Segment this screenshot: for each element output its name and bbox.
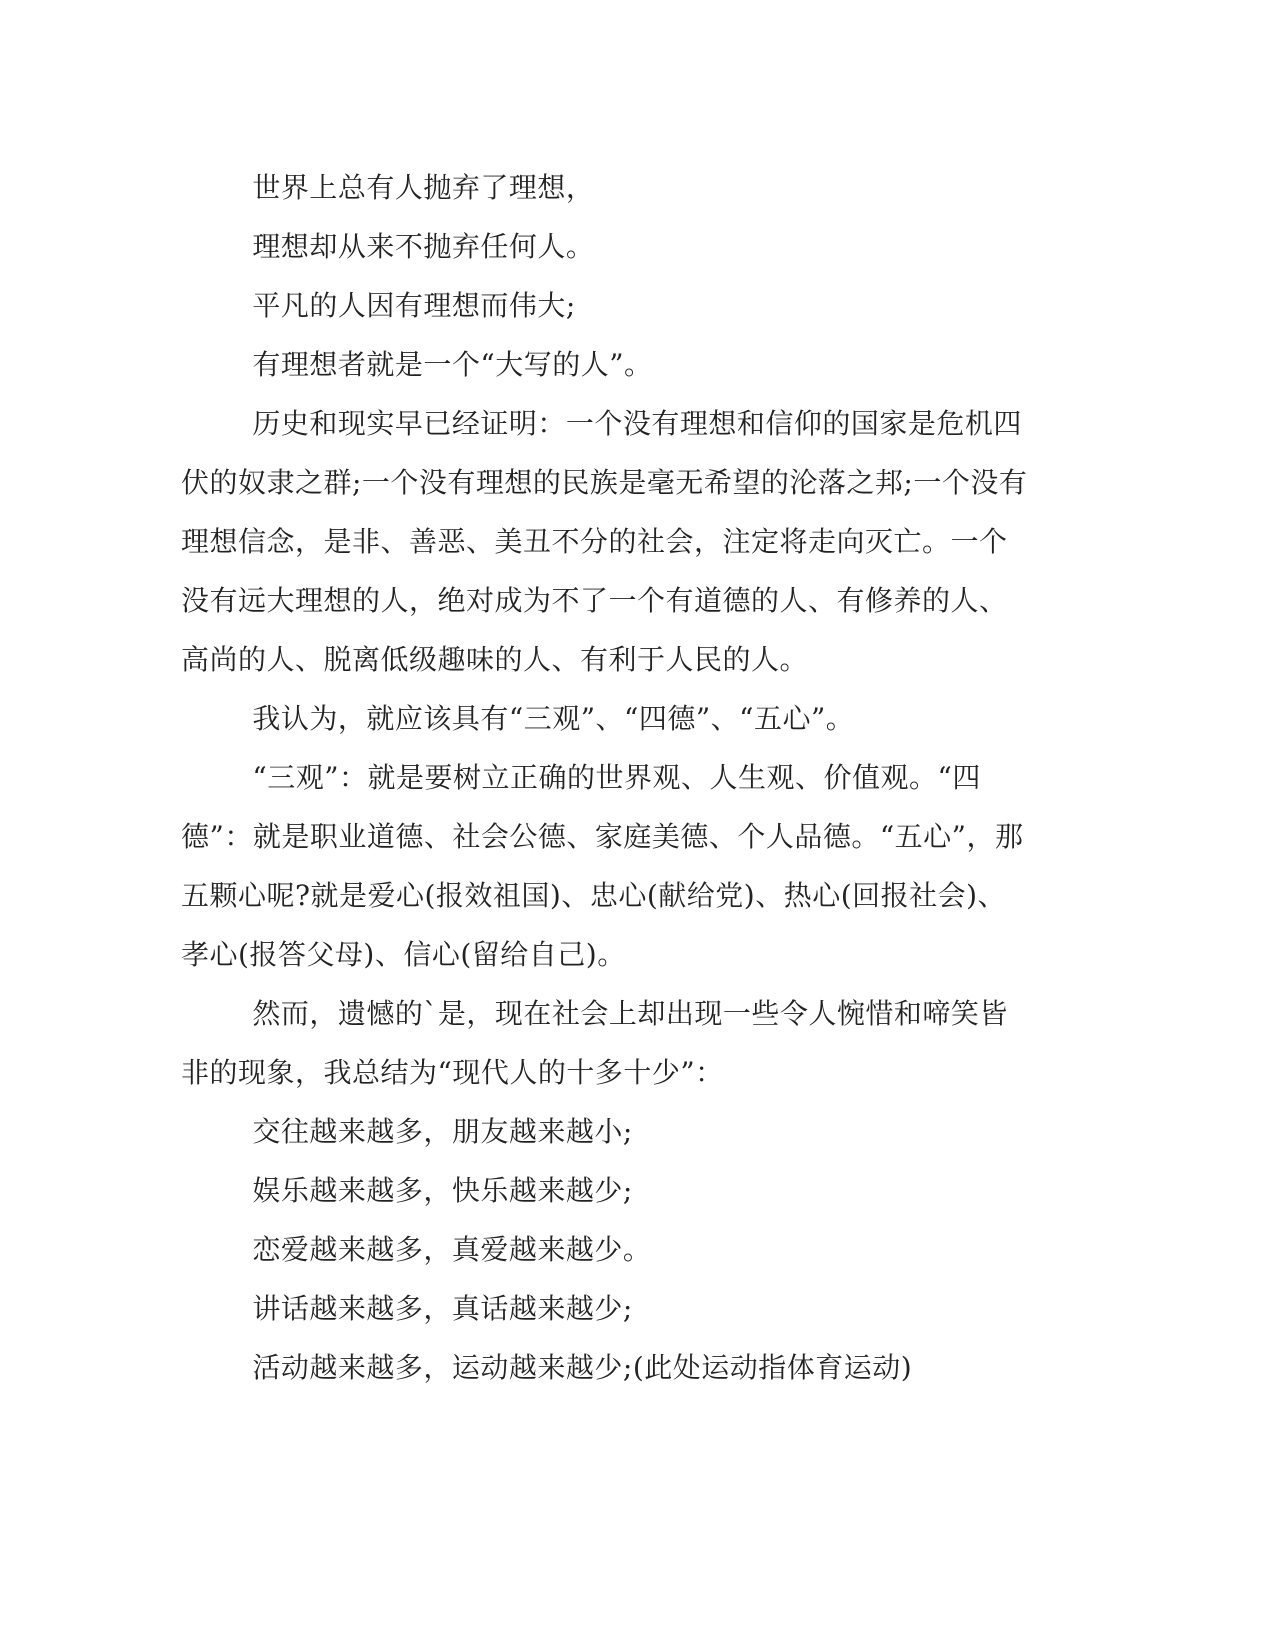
paragraph: “三观”：就是要树立正确的世界观、人生观、价值观。“四德”：就是职业道德、社会公德、家庭美德、个人品德。“五心”，那五颗心呢?就是爱心(报效祖国)、忠心(献给党)、热心(回报社会)、孝心(报答父母)、信心(留给自己)。	[181, 761, 1024, 971]
paragraph: 交往越来越多，朋友越来越小;	[252, 1115, 633, 1148]
paragraph: 讲话越来越多，真话越来越少;	[252, 1292, 633, 1325]
paragraph: 世界上总有人抛弃了理想，	[252, 171, 595, 204]
paragraph: 有理想者就是一个“大写的人”。	[252, 348, 653, 381]
document-body	[181, 158, 1031, 1397]
paragraph: 理想却从来不抛弃任何人。	[252, 230, 595, 263]
paragraph: 然而，遗憾的`是，现在社会上却出现一些令人惋惜和啼笑皆非的现象，我总结为“现代人的十多十少”：	[181, 997, 1008, 1089]
paragraph: 我认为，就应该具有“三观”、“四德”、“五心”。	[252, 702, 855, 735]
paragraph: 活动越来越多，运动越来越少;(此处运动指体育运动)	[252, 1351, 913, 1384]
paragraph: 恋爱越来越多，真爱越来越少。	[252, 1233, 652, 1266]
paragraph: 平凡的人因有理想而伟大;	[252, 289, 576, 322]
paragraph: 娱乐越来越多，快乐越来越少;	[252, 1174, 633, 1207]
paragraph: 历史和现实早已经证明：一个没有理想和信仰的国家是危机四伏的奴隶之群;一个没有理想的民族是毫无希望的沦落之邦;一个没有理想信念，是非、善恶、美丑不分的社会，注定将走向灭亡。一个没有远大理想的人，绝对成为不了一个有道德的人、有修养的人、高尚的人、脱离低级趣味的人、有利于人民的人。	[181, 407, 1028, 676]
